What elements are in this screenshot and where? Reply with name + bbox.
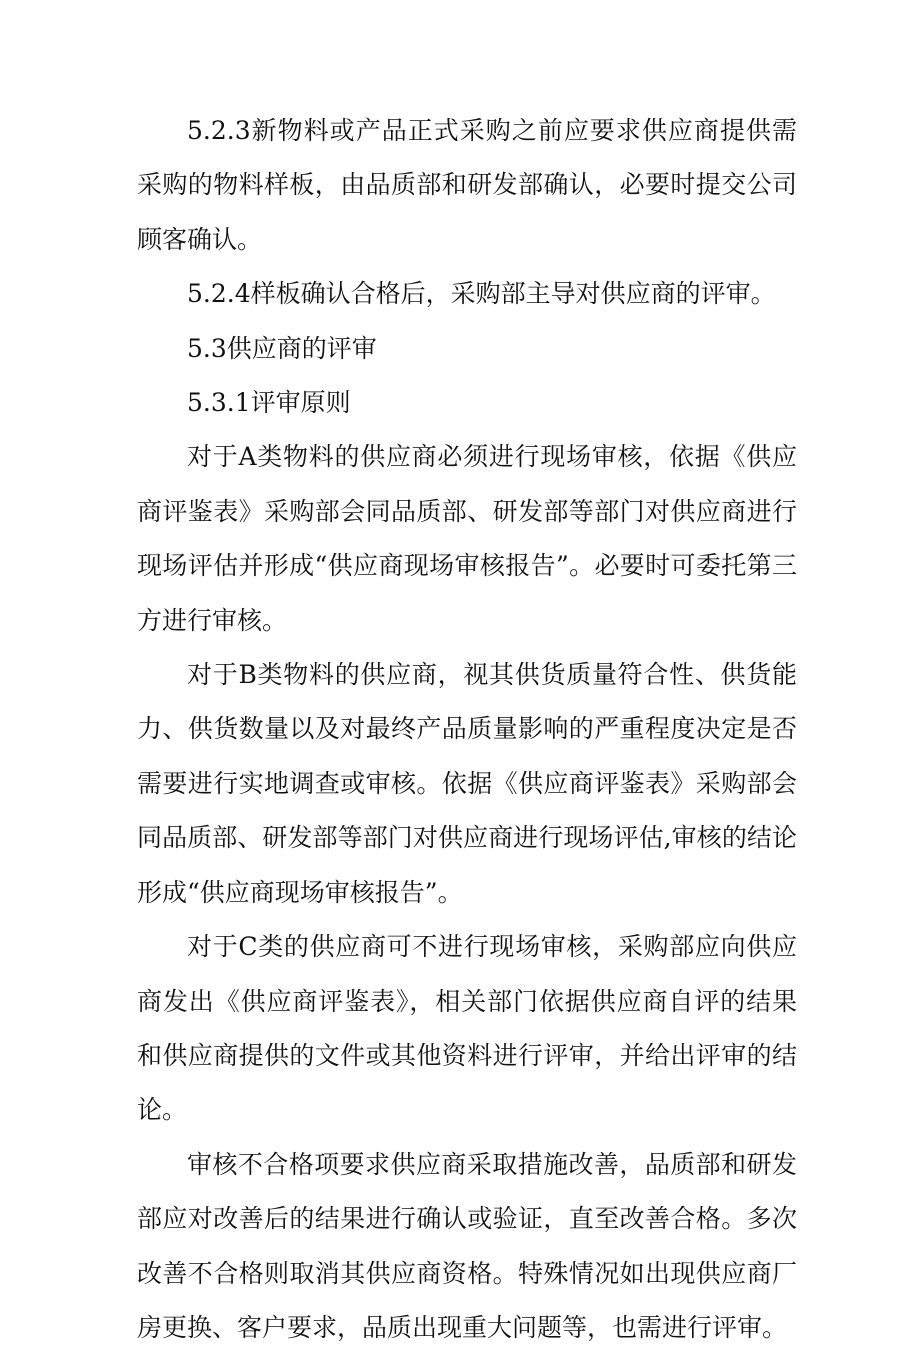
paragraph-class-c: 对于C类的供应商可不进行现场审核，采购部应向供应商发出《供应商评鉴表》，相关部门依据供应商自评的结果和供应商提供的文件或其他资料进行评审，并给出评审的结论。 [137,932,797,1125]
paragraph-class-b: 对于B类物料的供应商，视其供货质量符合性、供货能力、供货数量以及对最终产品质量影响的严重程度决定是否需要进行实地调查或审核。依据《供应商评鉴表》采购部会同品质部、研发部等部门对供应商进行现场评估,审核的结论形成“供应商现场审核报告”。 [137,660,797,907]
paragraph-nonconformity: 审核不合格项要求供应商采取措施改善，品质部和研发部应对改善后的结果进行确认或验证，直至改善合格。多次改善不合格则取消其供应商资格。特殊情况如出现供应商厂房更换、客户要求，品质出现重大问题等，也需进行评审。 [137,1149,797,1342]
section-heading-5-3: 5.3供应商的评审 [187,333,377,363]
subsection-heading-5-3-1: 5.3.1评审原则 [187,388,351,418]
clause-5-2-4: 5.2.4样板确认合格后，采购部主导对供应商的评审。 [187,279,776,309]
paragraph-class-a: 对于A类物料的供应商必须进行现场审核，依据《供应商评鉴表》采购部会同品质部、研发部等部门对供应商进行现场评估并形成“供应商现场审核报告”。必要时可委托第三方进行审核。 [137,442,797,635]
clause-5-2-3: 5.2.3新物料或产品正式采购之前应要求供应商提供需采购的物料样板，由品质部和研发部确认，必要时提交公司顾客确认。 [137,116,797,254]
document-body [137,104,797,1355]
